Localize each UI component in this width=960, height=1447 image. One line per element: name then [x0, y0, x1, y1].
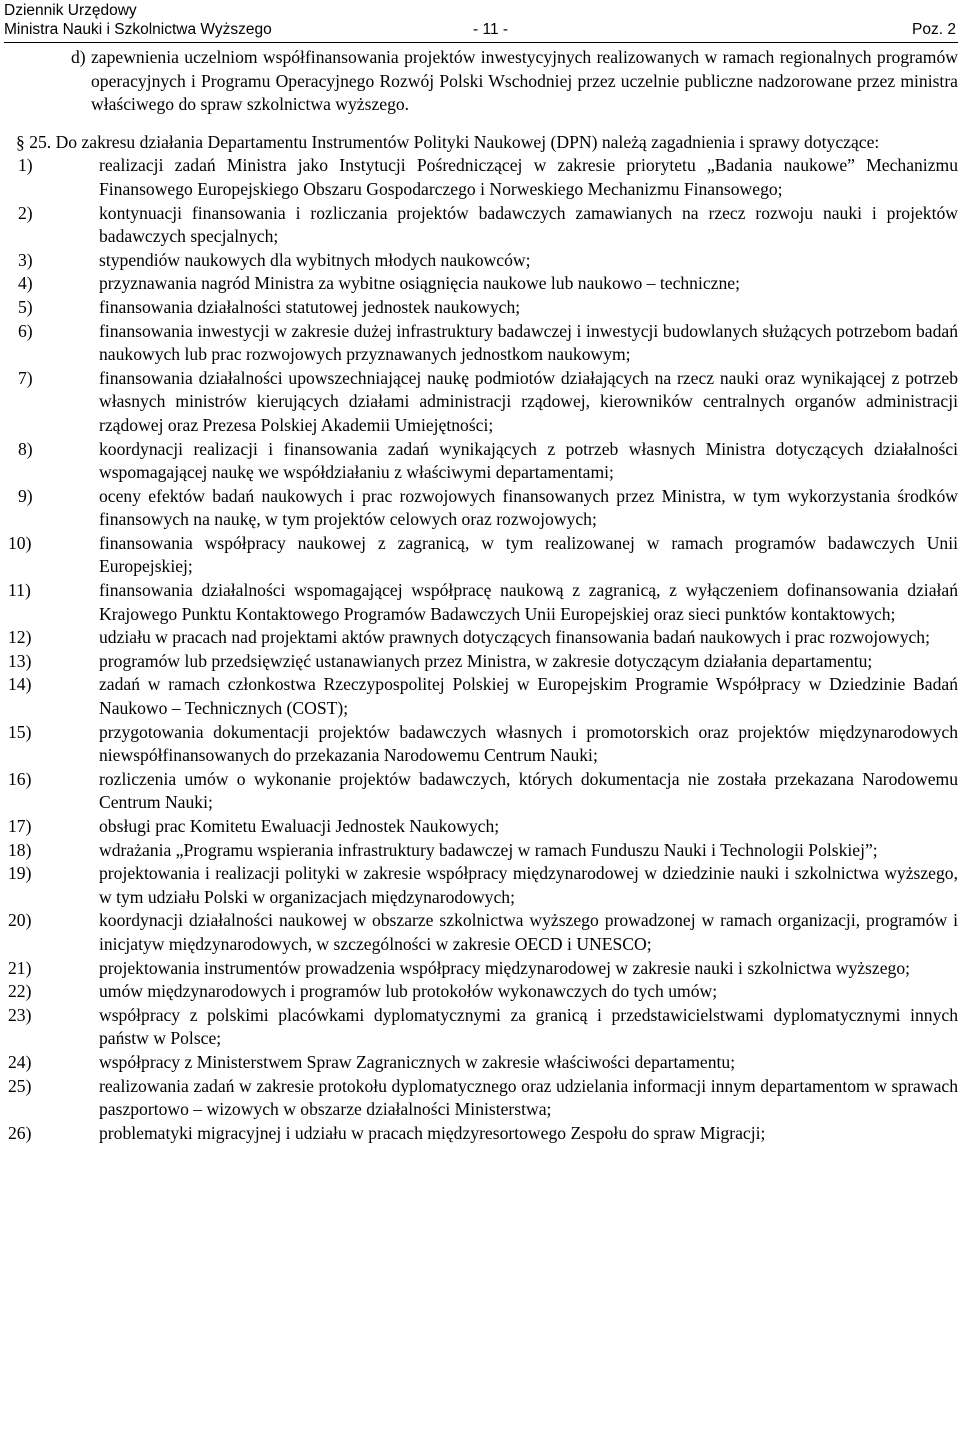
ministry-name: Ministra Nauki i Szkolnictwa Wyższego	[4, 21, 272, 38]
list-item	[4, 626, 958, 650]
list-item-text: koordynacji działalności naukowej w obszarze szkolnictwa wyższego prowadzonej w ramach organizacji, programów i inicjatyw międzynarodowych, w szczególności w zakresie OECD i UNESCO;	[99, 910, 958, 954]
list-item-number: 19)	[8, 863, 32, 884]
page-header	[4, 0, 958, 43]
list-item-text: finansowania współpracy naukowej z zagranicą, w tym realizowanej w ramach programów badawczych Unii Europejskiej;	[99, 532, 958, 577]
list-item-number: 2)	[18, 202, 33, 223]
section-25-intro: § 25. Do zakresu działania Departamentu Instrumentów Polityki Naukowej (DPN) należą zagadnienia i sprawy dotyczące:	[16, 131, 880, 152]
list-item-number: 16)	[8, 768, 32, 789]
list-item	[4, 721, 958, 768]
list-item-text: kontynuacji finansowania i rozliczania projektów badawczych zamawianych na rzecz rozwoju nauki i projektów badawczych specjalnych;	[99, 202, 958, 247]
list-item-number: 23)	[8, 1004, 32, 1025]
list-item-number: 18)	[8, 839, 32, 860]
list-item-number: 22)	[8, 981, 32, 1002]
list-item-text: rozliczenia umów o wykonanie projektów badawczych, których dokumentacja nie została przekazana Narodowemu Centrum Nauki;	[99, 768, 958, 813]
list-item	[4, 296, 958, 320]
list-item	[4, 485, 958, 532]
list-item	[4, 815, 958, 839]
list-item	[4, 957, 958, 981]
list-item-text: wdrażania „Programu wspierania infrastruktury badawczej w ramach Funduszu Nauki i Technologii Polskiej”;	[99, 839, 878, 860]
list-item-number: d)	[71, 47, 86, 67]
list-item	[4, 438, 958, 485]
list-item	[4, 980, 958, 1004]
list-item-number: 5)	[18, 296, 33, 317]
list-item-number: 12)	[8, 627, 32, 648]
document-body	[4, 44, 958, 1145]
list-item-text: finansowania działalności statutowej jednostek naukowych;	[99, 296, 521, 317]
list-item-text: zapewnienia uczelniom współfinansowania projektów inwestycyjnych realizowanych w ramach regionalnych programów operacyjnych i Programu Operacyjnego Rozwój Polski Wschodniej przez uczelnie publiczne nadzorowane przez ministra właściwego do spraw szkolnictwa wyższego.	[91, 47, 958, 115]
list-item-text: programów lub przedsięwzięć ustanawianych przez Ministra, w zakresie dotyczącym działania departamentu;	[99, 650, 873, 671]
list-item-text: koordynacji realizacji i finansowania zadań wynikających z potrzeb własnych Ministra dotyczących działalności wspomagającej naukę we współdziałaniu z właściwymi departamentami;	[99, 438, 958, 483]
list-item	[4, 909, 958, 956]
list-item-text: obsługi prac Komitetu Ewaluacji Jednostek Naukowych;	[99, 816, 500, 836]
list-item	[4, 673, 958, 720]
list-item-text: umów międzynarodowych i programów lub protokołów wykonawczych do tych umów;	[99, 981, 718, 1002]
list-item-number: 11)	[8, 580, 31, 601]
list-item-text: projektowania instrumentów prowadzenia współpracy międzynarodowej w zakresie nauki i szkolnictwa wyższego;	[99, 957, 911, 978]
list-item-number: 9)	[18, 485, 33, 506]
list-item	[4, 249, 958, 273]
list-item-text: finansowania działalności upowszechniającej naukę podmiotów działających na rzecz nauki oraz wynikającej z potrzeb własnych ministrów kierujących działami administracji rządowej, kierowników centralnych organów administracji rządowej oraz Prezesa Polskiej Akademii Umiejętności;	[99, 367, 958, 435]
list-item-number: 1)	[18, 155, 33, 176]
list-item	[4, 839, 958, 863]
list-item-text: finansowania działalności wspomagającej współpracę naukową z zagranicą, z wyłączeniem dofinansowania działań Krajowego Punktu Kontaktowego Programów Badawczych Unii Europejskiej oraz sieci punktów kontaktowych;	[99, 580, 958, 624]
page-number: - 11 -	[473, 21, 509, 38]
dpn-task-list	[4, 154, 958, 1145]
journal-title: Dziennik Urzędowy	[4, 2, 137, 19]
list-item-number: 21)	[8, 957, 32, 978]
list-item	[4, 154, 958, 201]
list-item-number: 13)	[8, 650, 32, 671]
list-item-number: 3)	[18, 249, 33, 270]
list-item-text: przygotowania dokumentacji projektów badawczych własnych i promotorskich oraz projektów międzynarodowych niewspółfinansowanych do przekazania Narodowemu Centrum Nauki;	[99, 721, 958, 766]
list-item	[4, 532, 958, 579]
list-item-number: 10)	[8, 532, 32, 553]
position-number: Poz. 2	[912, 21, 956, 38]
list-item	[4, 1004, 958, 1051]
list-item-text: oceny efektów badań naukowych i prac rozwojowych finansowanych przez Ministra, w tym wykorzystania środków finansowych na naukę, w tym projektów celowych oraz rozwojowych;	[99, 485, 958, 530]
list-item-text: zadań w ramach członkostwa Rzeczypospolitej Polskiej w Europejskim Programie Współpracy w Dziedzinie Badań Naukowo – Technicznych (COST);	[99, 674, 958, 719]
list-item-d	[4, 46, 958, 117]
list-item-text: stypendiów naukowych dla wybitnych młodych naukowców;	[99, 249, 531, 270]
list-item-text: realizowania zadań w zakresie protokołu dyplomatycznego oraz udzielania informacji innym departamentom w sprawach paszportowo – wizowych w obszarze działalności Ministerstwa;	[99, 1075, 958, 1120]
list-item	[4, 579, 958, 626]
list-item-number: 8)	[18, 438, 33, 459]
list-item-text: współpracy z Ministerstwem Spraw Zagranicznych w zakresie właściwości departamentu;	[99, 1051, 736, 1072]
list-item	[4, 650, 958, 674]
list-item-number: 26)	[8, 1122, 32, 1143]
list-item-number: 17)	[8, 816, 32, 836]
list-item	[4, 768, 958, 815]
list-item-number: 6)	[18, 320, 33, 341]
list-item-text: finansowania inwestycji w zakresie dużej infrastruktury badawczej i inwestycji budowlanych służących potrzebom badań naukowych lub prac rozwojowych przyznawanych jednostkom naukowym;	[99, 320, 958, 365]
list-item	[4, 1075, 958, 1122]
list-item	[4, 202, 958, 249]
list-item-number: 15)	[8, 721, 32, 742]
list-item	[4, 1122, 958, 1146]
list-item-number: 7)	[18, 367, 33, 388]
list-item-text: problematyki migracyjnej i udziału w pracach międzyresortowego Zespołu do spraw Migracji;	[99, 1122, 766, 1143]
list-item-number: 4)	[18, 273, 33, 294]
list-item-text: udziału w pracach nad projektami aktów prawnych dotyczących finansowania badań naukowych i prac rozwojowych;	[99, 627, 930, 648]
list-item-number: 14)	[8, 674, 32, 695]
list-item-number: 24)	[8, 1051, 32, 1072]
list-item	[4, 862, 958, 909]
list-item-text: współpracy z polskimi placówkami dyplomatycznymi za granicą i przedstawicielstwami dyplomatycznymi innych państw w Polsce;	[99, 1004, 958, 1049]
list-item	[4, 272, 958, 296]
list-item-number: 25)	[8, 1075, 32, 1096]
list-item-number: 20)	[8, 910, 32, 931]
list-item-text: przyznawania nagród Ministra za wybitne osiągnięcia naukowe lub naukowo – techniczne;	[99, 273, 740, 294]
list-item-text: projektowania i realizacji polityki w zakresie współpracy międzynarodowej w dziedzinie nauki i szkolnictwa wyższego, w tym udziału Polski w organizacjach międzynarodowych;	[99, 863, 958, 907]
list-item	[4, 367, 958, 438]
list-item	[4, 1051, 958, 1075]
list-item	[4, 320, 958, 367]
list-item-text: realizacji zadań Ministra jako Instytucji Pośredniczącej w zakresie priorytetu „Badania naukowe” Mechanizmu Finansowego Europejskiego Obszaru Gospodarczego i Norweskiego Mechanizmu Finansowego;	[99, 155, 958, 199]
